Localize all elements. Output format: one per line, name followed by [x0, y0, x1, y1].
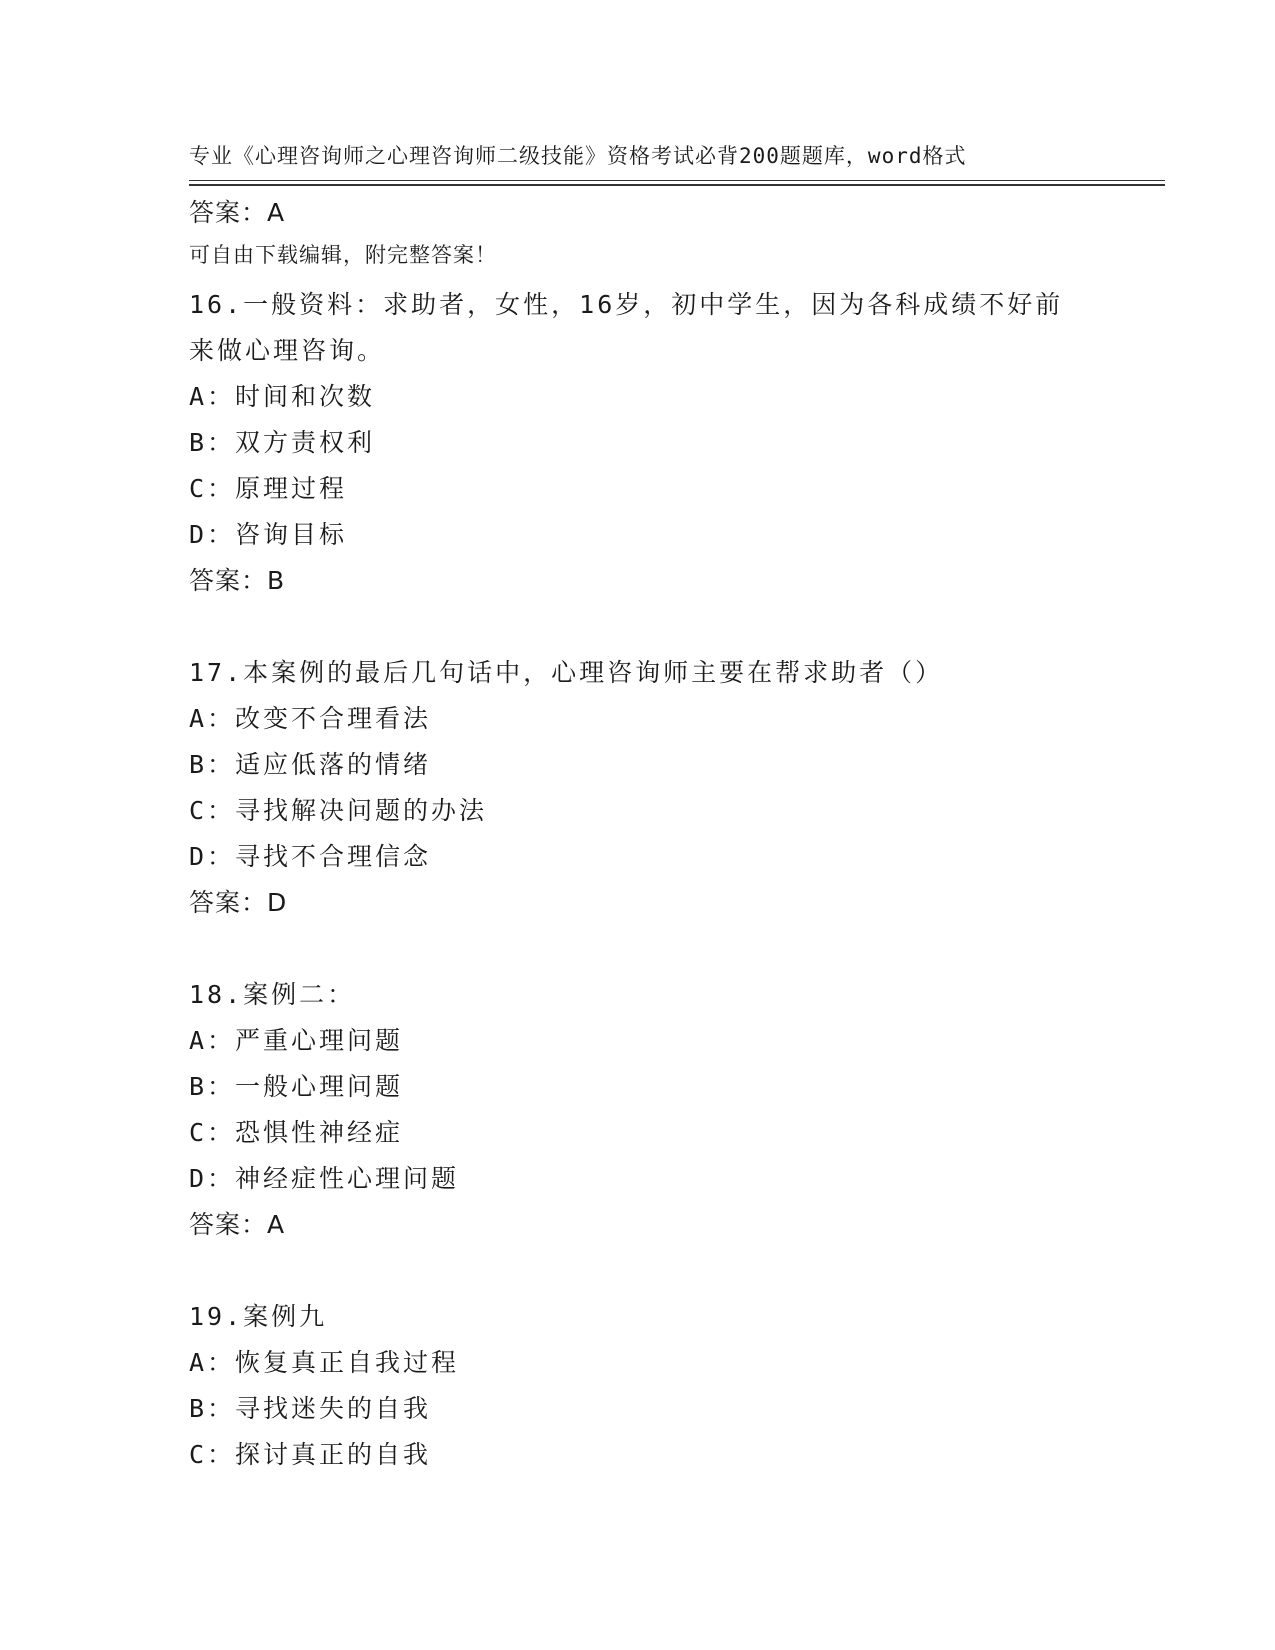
spacer [189, 604, 1149, 650]
option-a: A：时间和次数 [189, 382, 376, 411]
question-block [189, 972, 1149, 1248]
question-block [189, 282, 1149, 604]
option-a: A：严重心理问题 [189, 1026, 404, 1055]
spacer [189, 926, 1149, 972]
option-c: C：恐惧性神经症 [189, 1118, 404, 1147]
option-c: C：探讨真正的自我 [189, 1440, 432, 1469]
option-d: D：咨询目标 [189, 520, 348, 549]
spacer [189, 1248, 1149, 1294]
option-d: D：神经症性心理问题 [189, 1164, 460, 1193]
option-a: A：改变不合理看法 [189, 704, 432, 733]
option-c: C：寻找解决问题的办法 [189, 796, 488, 825]
question-stem: 16.一般资料：求助者，女性，16岁，初中学生，因为各科成绩不好前 [189, 290, 1064, 319]
answer-line: 答案：D [189, 888, 288, 917]
spacer [189, 236, 1149, 282]
question-stem: 19.案例九 [189, 1302, 328, 1331]
option-d: D：寻找不合理信念 [189, 842, 432, 871]
answer-line: 答案：B [189, 566, 286, 595]
option-b: B：一般心理问题 [189, 1072, 404, 1101]
answer-line: 答案：A [189, 198, 286, 227]
header-line-1: 专业《心理咨询师之心理咨询师二级技能》资格考试必背200题题库，word格式 [189, 144, 967, 168]
header-line-2: 可自由下载编辑，附完整答案！ [189, 243, 497, 267]
answer-line: 答案：A [189, 1210, 286, 1239]
question-block [189, 1294, 1149, 1478]
header-divider [189, 180, 1165, 186]
question-list [189, 190, 1149, 1478]
question-block [189, 650, 1149, 926]
question-stem: 18.案例二： [189, 980, 356, 1009]
option-a: A：恢复真正自我过程 [189, 1348, 460, 1377]
option-b: B：双方责权利 [189, 428, 376, 457]
question-stem: 来做心理咨询。 [189, 336, 386, 365]
option-b: B：适应低落的情绪 [189, 750, 432, 779]
option-b: B：寻找迷失的自我 [189, 1394, 432, 1423]
option-c: C：原理过程 [189, 474, 348, 503]
question-stem: 17.本案例的最后几句话中，心理咨询师主要在帮求助者（） [189, 658, 944, 687]
